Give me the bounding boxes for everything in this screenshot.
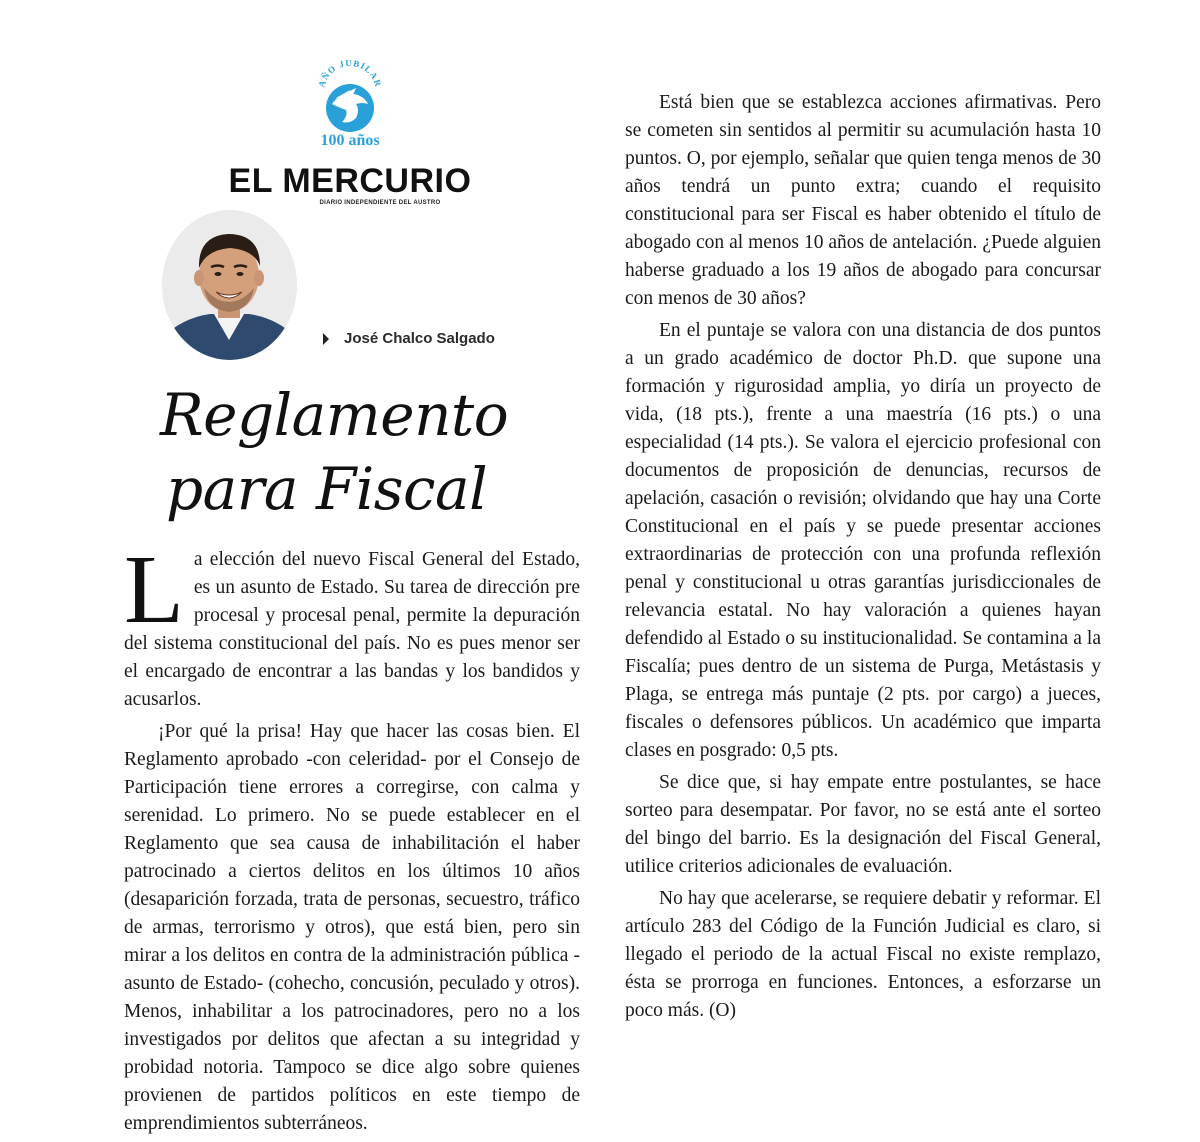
brand-name: EL MERCURIO bbox=[228, 162, 472, 200]
article-paragraph: Está bien que se establezca acciones afirmativas. Pero se cometen sin sentidos al permitir su acumulación hasta 10 puntos. O, por ejemplo, señalar que quien tenga menos de 30 años tendrá un punto extra; cuando el requisito constitucional para ser Fiscal es haber obtenido el título de abogado con al menos 10 años de antelación. ¿Puede alguien haberse graduado a los 19 años de abogado para concursar con menos de 30 años? bbox=[625, 92, 1102, 309]
jubilee-label: AÑO JUBILAR bbox=[316, 57, 384, 89]
article-column-left bbox=[124, 536, 580, 1142]
article-paragraph bbox=[124, 536, 580, 714]
article-headline bbox=[160, 378, 580, 526]
jubilee-logo bbox=[310, 52, 390, 136]
author-byline bbox=[322, 330, 495, 347]
masthead bbox=[220, 52, 480, 206]
headline-line-2: para Fiscal bbox=[166, 455, 488, 523]
article-paragraph: No hay que acelerarse, se requiere debatir y reformar. El artículo 283 del Código de la Función Judicial es claro, si llegado el periodo de la actual Fiscal no existe remplazo, ésta se prorroga en funciones. Entonces, a esforzarse un poco más. (O) bbox=[625, 888, 1101, 1021]
author-portrait-icon bbox=[162, 210, 297, 360]
svg-text:AÑO JUBILAR bbox=[316, 58, 383, 89]
jubilee-years: 100 años bbox=[320, 132, 380, 149]
jubilee-emblem-icon bbox=[310, 52, 390, 136]
drop-cap: L bbox=[124, 536, 184, 644]
article-column-right bbox=[625, 89, 1101, 1029]
article-paragraph: ¡Por qué la prisa! Hay que hacer las cosas bien. El Reglamento aprobado -con celeridad- por el Consejo de Participación tiene errores a corregirse, con calma y serenidad. Lo primero. No se puede establecer en el Reglamento que sea causa de inhabilitación el haber patrocinado a ciertos delitos en los últimos 10 años (desaparición forzada, trata de personas, secuestro, tráfico de armas, terrorismo y otros), que está bien, pero sin mirar a los delitos en contra de la administración pública -asunto de Estado- (cohecho, concusión, peculado y otros). Menos, inhabilitar a los patrocinadores, pero no a los investigados por delitos que afectan a su integridad y probidad notoria. Tampoco se dice algo sobre quienes provienen de partidos políticos en este tiempo de emprendimientos subterráneos. bbox=[124, 721, 580, 1134]
article-paragraph: En el puntaje se valora con una distancia de dos puntos a un grado académico de doctor Ph.D. que supone una formación y rigurosidad amplia, yo diría un proyecto de vida, (18 pts.), frente a una maestría (16 pts.) o una especialidad (14 pts.). Se valora el ejercicio profesional con documentos de proposición de denuncias, recursos de apelación, casación o revisión; olvidando que hay una Corte Constitucional en el país y se puede presentar acciones extraordinarias de protección con una profunda reflexión penal y constitucional u otras garantías jurisdiccionales de relevancia estatal. No hay valoración a quienes hayan defendido al Estado o su institucionalidad. Se contamina a la Fiscalía; pues dentro de un sistema de Purga, Metástasis y Plaga, se entrega más puntaje (2 pts. por cargo) a jueces, fiscales o defensores públicos. Un académico que imparta clases en posgrado: 0,5 pts. bbox=[625, 320, 1101, 761]
author-photo bbox=[162, 210, 297, 360]
brand-tagline: DIARIO INDEPENDIENTE DEL AUSTRO bbox=[319, 200, 441, 206]
author-name: José Chalco Salgado bbox=[344, 330, 495, 347]
article-paragraph: Se dice que, si hay empate entre postulantes, se hace sorteo para desempatar. Por favor, no se está ante el sorteo del bingo del barrio. Es la designación del Fiscal General, utilice criterios adicionales de evaluación. bbox=[625, 772, 1101, 877]
byline-arrow-icon bbox=[322, 332, 330, 346]
paragraph-text: a elección del nuevo Fiscal General del Estado, es un asunto de Estado. Su tarea de dirección pre procesal y procesal penal, permite la depuración del sistema constitucional del país. No es pues menor ser el encargado de encontrar a las bandas y los bandidos y acusarlos. bbox=[124, 549, 580, 710]
headline-line-1: Reglamento bbox=[160, 381, 509, 449]
